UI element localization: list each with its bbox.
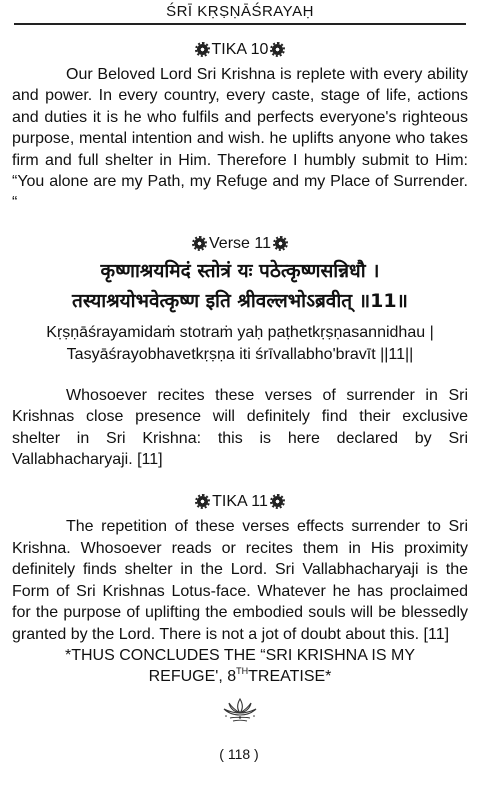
page-number: ( 118 ): [219, 746, 259, 762]
tika-11-paragraph: The repetition of these verses effects surrender to Sri Krishna. Whosoever reads or recites them in His proximity definitely finds shelter in the Lord. Sri Vallabhacharyaji is the Form of Sri Krishnas Lotus-face. Whatever he has proclaimed for the purpose of uplifting the embodied souls will be blessedly granted by the Lord. There is not a jot of doubt about this. [11]: [12, 518, 468, 643]
lotus-ornament-icon: [12, 696, 468, 724]
flower-bullet-icon: [275, 238, 286, 249]
flower-bullet-icon: [197, 44, 208, 55]
sanskrit-line-2: तस्याश्रयोभवेत्कृष्ण इति श्रीवल्लभोऽब्रवीत् ॥11॥: [72, 289, 408, 312]
tika-10-heading-text: TIKA 10: [211, 41, 269, 58]
tika-10-paragraph: Our Beloved Lord Sri Krishna is replete with every ability and power. In every country, every caste, stage of life, actions and duties it is he who fulfils and perfects everyone's righteous purpose, mental intention and wish. he uplifts anyone who takes firm and full shelter in Him. Therefore I humbly submit to Him: “You alone are my Path, my Refuge and my Place of Surrender. “: [12, 66, 468, 212]
flower-bullet-icon: [272, 44, 283, 55]
closing-line-2-start: REFUGE', 8: [148, 667, 237, 685]
transliteration-line-2: Tasyāśrayobhavetkṛṣṇa iti śrīvallabho'bravīt ||11||: [66, 345, 414, 363]
running-head: ŚRĪ KṚṢṆĀŚRAYAḤ: [166, 3, 314, 20]
flower-bullet-icon: [197, 496, 208, 507]
verse-11-translation: Whosoever recites these verses of surrender in Sri Krishnas close presence will definitely find their exclusive shelter in Sri Krishna: this is here declared by Sri Vallabhacharyaji. [11]: [12, 386, 468, 469]
verse-11-heading-text: Verse 11: [209, 234, 271, 252]
sanskrit-line-1: कृष्णाश्रयमिदं स्तोत्रं यः पठेत्कृष्णसन्निधौ ।: [100, 259, 380, 282]
closing-line-1: *THUS CONCLUDES THE “SRI KRISHNA IS MY: [65, 646, 415, 664]
tika-10-heading: [12, 40, 468, 60]
flower-bullet-icon: [194, 238, 205, 249]
closing-ordinal-suffix: TH: [236, 665, 249, 676]
verse-11-heading: [12, 234, 468, 254]
closing-line-2-end: TREATISE*: [248, 667, 332, 685]
flower-bullet-icon: [272, 496, 283, 507]
closing-line-2: [12, 666, 468, 687]
tika-11-heading-text: TIKA 11: [212, 493, 268, 511]
transliteration-line-1: Kṛṣṇāśrayamidaṁ stotraṁ yaḥ paṭhetkṛṣṇasannidhau |: [46, 323, 434, 341]
tika-11-heading: [12, 492, 468, 512]
